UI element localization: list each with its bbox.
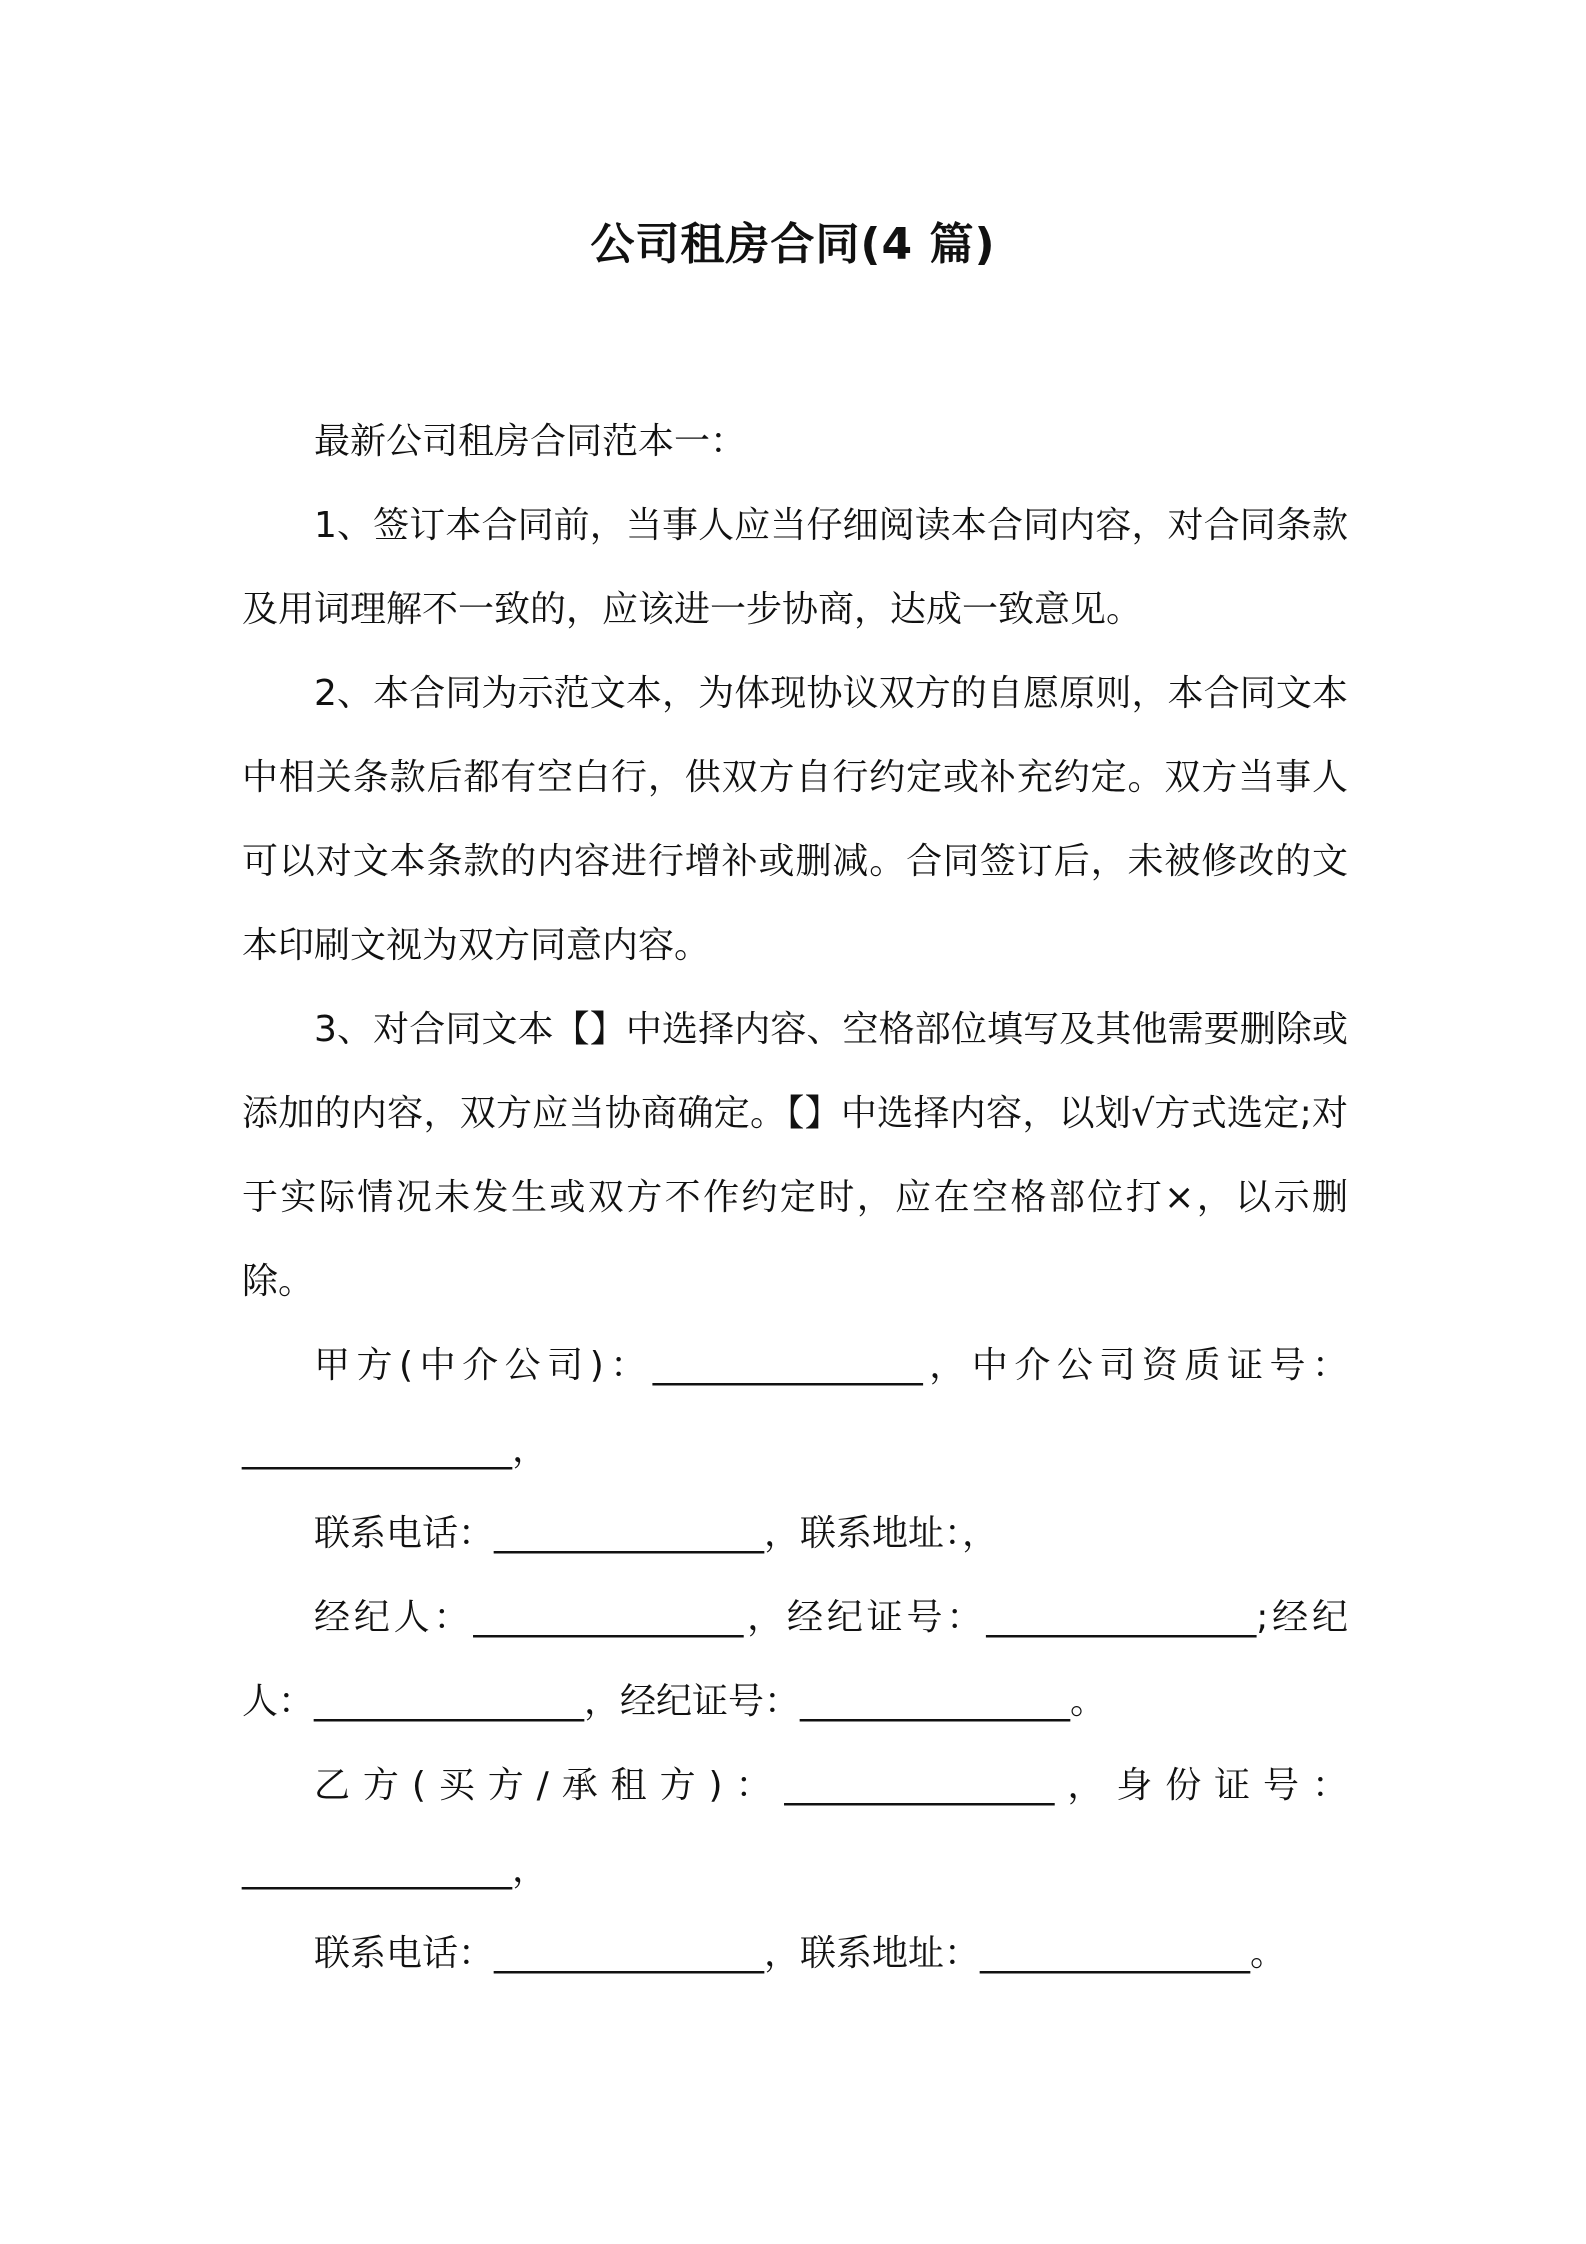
party-a-info: 甲方(中介公司)：_______________，中介公司资质证号：_______________， [242, 1345, 1348, 1470]
clause-1: 1、签订本合同前，当事人应当仔细阅读本合同内容，对合同条款及用词理解不一致的，应该进一步协商，达成一致意见。 [242, 505, 1348, 630]
clause-3: 3、对合同文本【】中选择内容、空格部位填写及其他需要删除或添加的内容，双方应当协商确定。【】中选择内容，以划√方式选定;对于实际情况未发生或双方不作约定时，应在空格部位打×，以示删除。 [242, 1009, 1348, 1302]
document-body [242, 400, 1348, 1996]
agent-info: 经纪人：_______________，经纪证号：_______________;经纪人：_______________，经纪证号：_______________。 [242, 1597, 1348, 1722]
party-b-contact: 联系电话：_______________，联系地址：_______________。 [314, 1933, 1287, 1974]
section-heading: 最新公司租房合同范本一： [314, 421, 747, 462]
clause-2: 2、本合同为示范文本，为体现协议双方的自愿原则，本合同文本中相关条款后都有空白行，供双方自行约定或补充约定。双方当事人可以对文本条款的内容进行增补或删减。合同签订后，未被修改的文本印刷文视为双方同意内容。 [242, 673, 1348, 966]
document-title: 公司租房合同(4 篇) [590, 219, 996, 270]
party-a-contact: 联系电话：_______________，联系地址：， [314, 1513, 999, 1554]
party-b-info: 乙方(买方/承租方)：_______________，身份证号：_______________， [242, 1765, 1348, 1890]
